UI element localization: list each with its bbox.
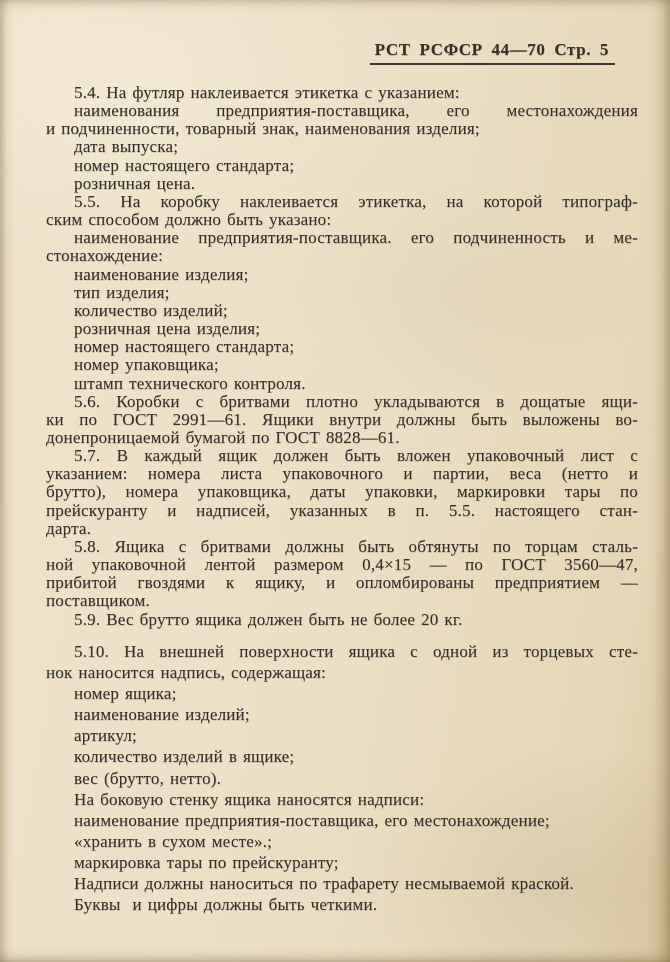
- text-line: наименование предприятия-поставщика. его подчиненность и ме-: [74, 228, 638, 248]
- text-line: поставщиком.: [46, 591, 150, 611]
- text-line: и подчиненности, товарный знак, наименования изделия;: [46, 119, 480, 139]
- text-line: 5.10. На внешней поверхности ящика с одной из торцевых сте-: [74, 642, 638, 661]
- text-line: 5.7. В каждый ящик должен быть вложен упаковочный лист с: [74, 446, 638, 466]
- body-text-lower: [46, 641, 638, 915]
- text-line: 5.5. На коробку наклеивается этикетка, на которой типограф-: [74, 191, 638, 211]
- text-line: наименование изделий;: [74, 705, 250, 725]
- text-line: брутто), номера упаковщика, даты упаковки, маркировки тары по: [46, 482, 638, 502]
- text-line: маркировка тары по прейскуранту;: [74, 852, 339, 872]
- page-header: [370, 40, 615, 65]
- text-line: штамп технического контроля.: [74, 373, 306, 393]
- text-line: донепроницаемой бумагой по ГОСТ 8828—61.: [46, 427, 400, 447]
- text-line: На боковую стенку ящика наносятся надписи:: [74, 789, 425, 809]
- text-line: номер настоящего стандарта;: [74, 155, 295, 175]
- text-line: ной упаковочной лентой размером 0,4×15 — по ГОСТ 3560—47,: [46, 555, 638, 575]
- text-line: дата выпуска;: [74, 137, 179, 157]
- text-line: «хранить в сухом месте».;: [74, 831, 273, 851]
- text-line: 5.6. Коробки с бритвами плотно укладываются в дощатые ящи-: [74, 391, 638, 411]
- text-line: розничная цена изделия;: [74, 319, 261, 339]
- text-line: ки по ГОСТ 2991—61. Ящики внутри должны быть выложены во-: [46, 409, 638, 429]
- text-line: тип изделия;: [74, 282, 170, 302]
- text-line: прибитой гвоздями к ящику, и опломбированы предприятием —: [46, 573, 638, 593]
- text-line: стонахождение:: [46, 246, 164, 266]
- text-line: 5.8. Ящика с бритвами должны быть обтянуты по торцам сталь-: [74, 536, 638, 556]
- text-line: нок наносится надпись, содержащая:: [46, 663, 326, 683]
- text-line: указанием: номера листа упаковочного и партии, веса (нетто и: [46, 464, 638, 484]
- text-line: количество изделий;: [74, 300, 228, 320]
- text-line: 5.9. Вес брутто ящика должен быть не более 20 кг.: [74, 609, 463, 629]
- text-line: прейскуранту и надписей, указанных в п. 5.5. настоящего стан-: [46, 500, 638, 520]
- text-line: наименование изделия;: [74, 264, 249, 284]
- text-line: наименование предприятия-поставщика, его местонахождение;: [74, 810, 550, 830]
- text-line: номер упаковщика;: [74, 355, 219, 375]
- standard-number-page-label: РСТ РСФСР 44—70 Стр. 5: [374, 40, 609, 59]
- text-line: номер ящика;: [74, 684, 177, 704]
- text-line: 5.4. На футляр наклеивается этикетка с указанием:: [74, 83, 460, 102]
- body-text-upper: [46, 84, 638, 629]
- text-line: номер настоящего стандарта;: [74, 337, 295, 357]
- text-line: розничная цена.: [74, 173, 196, 193]
- text-line: количество изделий в ящике;: [74, 747, 295, 767]
- text-line: наименования предприятия-поставщика, его местонахождения: [74, 101, 638, 121]
- text-line: Буквы и цифры должны быть четкими.: [74, 895, 378, 915]
- text-line: вес (брутто, нетто).: [74, 768, 222, 788]
- text-line: Надписи должны наноситься по трафарету несмываемой краской.: [74, 874, 574, 894]
- text-line: артикул;: [74, 726, 137, 746]
- text-line: дарта.: [46, 518, 92, 538]
- text-line: ским способом должно быть указано:: [46, 210, 332, 230]
